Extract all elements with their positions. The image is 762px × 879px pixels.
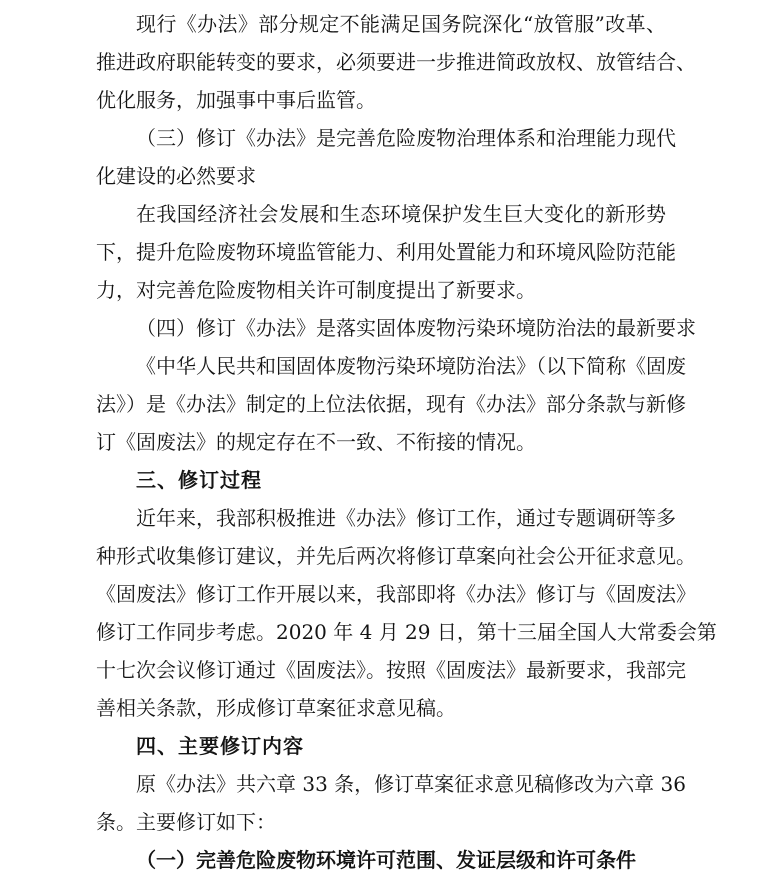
section-subheading: （三）修订《办法》是完善危险废物治理体系和治理能力现代 (136, 126, 676, 150)
paragraph-line: 《固废法》修订工作开展以来，我部即将《办法》修订与《固废法》 (96, 582, 696, 606)
paragraph-line: 法》）是《办法》制定的上位法依据，现有《办法》部分条款与新修 (96, 392, 686, 416)
paragraph-line: 在我国经济社会发展和生态环境保护发生巨大变化的新形势 (136, 202, 666, 226)
paragraph-line: 《中华人民共和国固体废物污染环境防治法》（以下简称《固废 (136, 354, 686, 378)
paragraph-line: 善相关条款，形成修订草案征求意见稿。 (96, 696, 456, 720)
paragraph-line: 下，提升危险废物环境监管能力、利用处置能力和环境风险防范能 (96, 240, 676, 264)
paragraph-line: 推进政府职能转变的要求，必须要进一步推进简政放权、放管结合、 (96, 50, 696, 74)
section-heading: 四、主要修订内容 (136, 734, 304, 758)
paragraph-line: 原《办法》共六章 33 条，修订草案征求意见稿修改为六章 36 (136, 772, 686, 796)
paragraph-line: 订《固废法》的规定存在不一致、不衔接的情况。 (96, 430, 536, 454)
paragraph-line: 修订工作同步考虑。2020 年 4 月 29 日，第十三届全国人大常委会第 (96, 620, 717, 644)
paragraph-line: 种形式收集修订建议，并先后两次将修订草案向社会公开征求意见。 (96, 544, 696, 568)
paragraph-line: 十七次会议修订通过《固废法》。按照《固废法》最新要求，我部完 (96, 658, 686, 682)
section-subheading: （四）修订《办法》是落实固体废物污染环境防治法的最新要求 (136, 316, 696, 340)
section-heading: 三、修订过程 (136, 468, 262, 492)
section-subheading: （一）完善危险废物环境许可范围、发证层级和许可条件 (136, 848, 636, 872)
paragraph-line: 优化服务，加强事中事后监管。 (96, 88, 376, 112)
paragraph-line: 力，对完善危险废物相关许可制度提出了新要求。 (96, 278, 536, 302)
paragraph-line: 条。主要修订如下： (96, 810, 276, 834)
paragraph-line: 现行《办法》部分规定不能满足国务院深化“放管服”改革、 (136, 12, 666, 36)
section-subheading: 化建设的必然要求 (96, 164, 256, 188)
paragraph-line: 近年来，我部积极推进《办法》修订工作，通过专题调研等多 (136, 506, 676, 530)
